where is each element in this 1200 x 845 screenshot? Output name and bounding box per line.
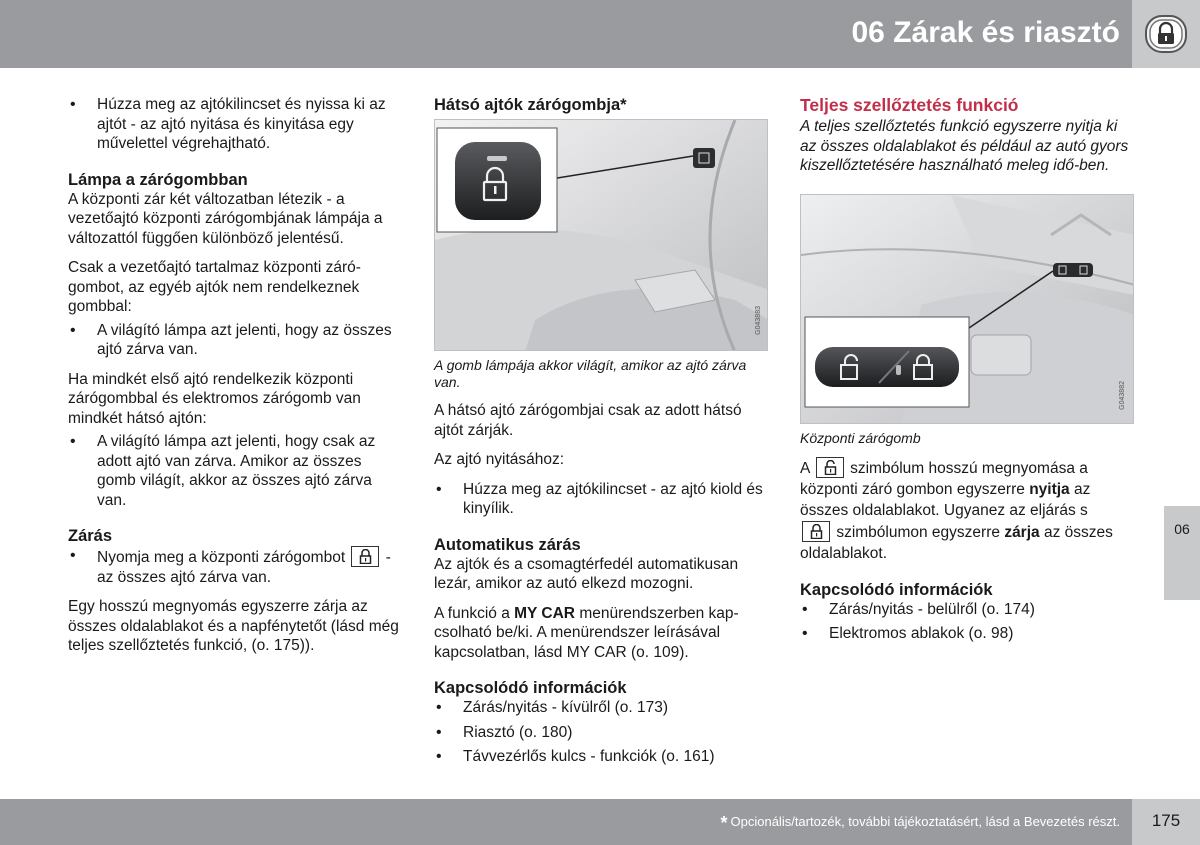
related-list	[800, 600, 1134, 644]
intro-list	[68, 95, 400, 154]
lamp-heading: Lámpa a zárógombban	[68, 170, 248, 189]
chapter-title: 06 Zárak és riasztó	[851, 16, 1120, 49]
list-item: • Húzza meg az ajtókilincset és nyissa ki az ajtót - az ajtó nyitása és kinyitása egy művelettel végrehajtható.	[68, 95, 400, 154]
chapter-icon-box	[1132, 0, 1200, 68]
text: az összes oldalablakot.	[800, 523, 1113, 562]
text: A	[800, 459, 810, 477]
footnote-star: *	[720, 813, 728, 833]
paragraph: A központi zár két változatban létezik - a vezetőajtó központi zárógombjának lámpája a változattól függően különböző jelentésű.	[68, 190, 383, 247]
text: szimbólum hosszú megnyomása a központi záró gombon egyszerre	[800, 459, 1088, 498]
paragraph: Az ajtók és a csomagtérfedél automatikusan lezár, amikor az autó elkezd mozogni.	[434, 555, 739, 592]
my-car-text: MY CAR	[514, 604, 575, 622]
side-tab-label: 06	[1174, 521, 1190, 537]
list-item: • A világító lámpa azt jelenti, hogy csak az adott ajtó van zárva. Amikor az összes gomb világít, akkor az összes ajtó zárva van.	[68, 432, 400, 510]
unlock-symbol-icon	[816, 457, 844, 478]
related-link[interactable]: • Riasztó (o. 180)	[434, 723, 766, 743]
lock-symbol-icon	[351, 546, 379, 567]
related-list	[434, 698, 766, 767]
photo-caption: A gomb lámpája akkor világít, amikor az ajtó zárva van.	[434, 357, 747, 390]
bullet-list	[434, 480, 766, 519]
bullet-list	[68, 432, 400, 510]
text: az összes oldalablakot. Ugyanez az eljárás s	[800, 480, 1091, 519]
lock-heading: Zárás	[68, 527, 113, 545]
paragraph	[800, 457, 1134, 564]
paragraph: Csak a vezetőajtó tartalmaz központi záró-gombot, az egyéb ajtók nem rendelkeznek gombbal:	[68, 259, 361, 315]
paragraph: Egy hosszú megnyomás egyszerre zárja az összes oldalablakot és a napfénytetőt (lásd még teljes szellőztetés funkció, (o. 175)).	[68, 598, 399, 654]
chapter-header	[0, 0, 1132, 68]
related-link[interactable]: • Zárás/nyitás - belülről (o. 174)	[800, 600, 1134, 620]
ventilation-intro: A teljes szellőztetés funkció egyszerre nyitja ki az összes oldalablakot és például az autó gyors kiszellőztetésére használható meleg idő-ben.	[800, 118, 1129, 174]
central-lock-photo	[800, 194, 1134, 424]
bullet-list	[68, 321, 400, 360]
rear-lock-heading: Hátsó ajtók zárógombja*	[434, 96, 627, 114]
lock-text-pre: Nyomja meg a központi zárógombot	[97, 549, 346, 566]
related-heading: Kapcsolódó információk	[800, 580, 993, 599]
column-3	[800, 95, 1134, 644]
text: A funkció a	[434, 604, 510, 622]
list-item	[68, 546, 400, 587]
related-heading: Kapcsolódó információk	[434, 679, 627, 697]
text: szimbólumon egyszerre	[836, 523, 1000, 541]
rear-door-lock-photo	[434, 119, 768, 351]
related-link[interactable]: • Távvezérlős kulcs - funkciók (o. 161)	[434, 747, 766, 767]
column-1	[68, 95, 400, 656]
related-link[interactable]: • Elektromos ablakok (o. 98)	[800, 624, 1134, 644]
photo-code: G043882	[1119, 380, 1126, 410]
auto-lock-heading: Automatikus zárás	[434, 535, 581, 554]
chapter-side-tab[interactable]	[1164, 506, 1200, 600]
padlock-icon	[1144, 14, 1188, 54]
list-item: • A világító lámpa azt jelenti, hogy az összes ajtó zárva van.	[68, 321, 400, 360]
footnote-text: Opcionális/tartozék, további tájékoztatásért, lásd a Bevezetés részt.	[730, 814, 1120, 829]
ventilation-heading: Teljes szellőztetés funkció	[800, 95, 1019, 115]
lock-text-post: - az összes ajtó zárva van.	[97, 549, 391, 586]
paragraph	[434, 604, 766, 663]
page-number-box	[1132, 799, 1200, 845]
paragraph: Ha mindkét első ajtó rendelkezik központi zárógombbal és elektromos zárógomb van mindkét hátsó ajtón:	[68, 370, 361, 427]
column-2	[434, 95, 766, 767]
text: menürendszerben kap-csolható be/ki. A menürendszer leírásával kapcsolatban, lásd MY CAR (o. 109).	[434, 604, 739, 661]
page-number: 175	[1151, 811, 1181, 830]
lock-symbol-icon	[802, 521, 830, 542]
photo-caption: Központi zárógomb	[800, 429, 921, 446]
bullet-list	[68, 546, 400, 587]
related-link[interactable]: • Zárás/nyitás - kívülről (o. 173)	[434, 698, 766, 718]
footer-note	[721, 812, 1121, 834]
photo-code: G043883	[755, 306, 762, 335]
list-item: • Húzza meg az ajtókilincset - az ajtó kiold és kinyílik.	[434, 480, 766, 519]
bold-text: nyitja	[1029, 480, 1070, 498]
paragraph: Az ajtó nyitásához:	[434, 451, 565, 468]
page-footer	[0, 799, 1132, 845]
paragraph: A hátsó ajtó zárógombjai csak az adott hátsó ajtót zárják.	[434, 402, 742, 439]
bold-text: zárja	[1004, 523, 1040, 541]
